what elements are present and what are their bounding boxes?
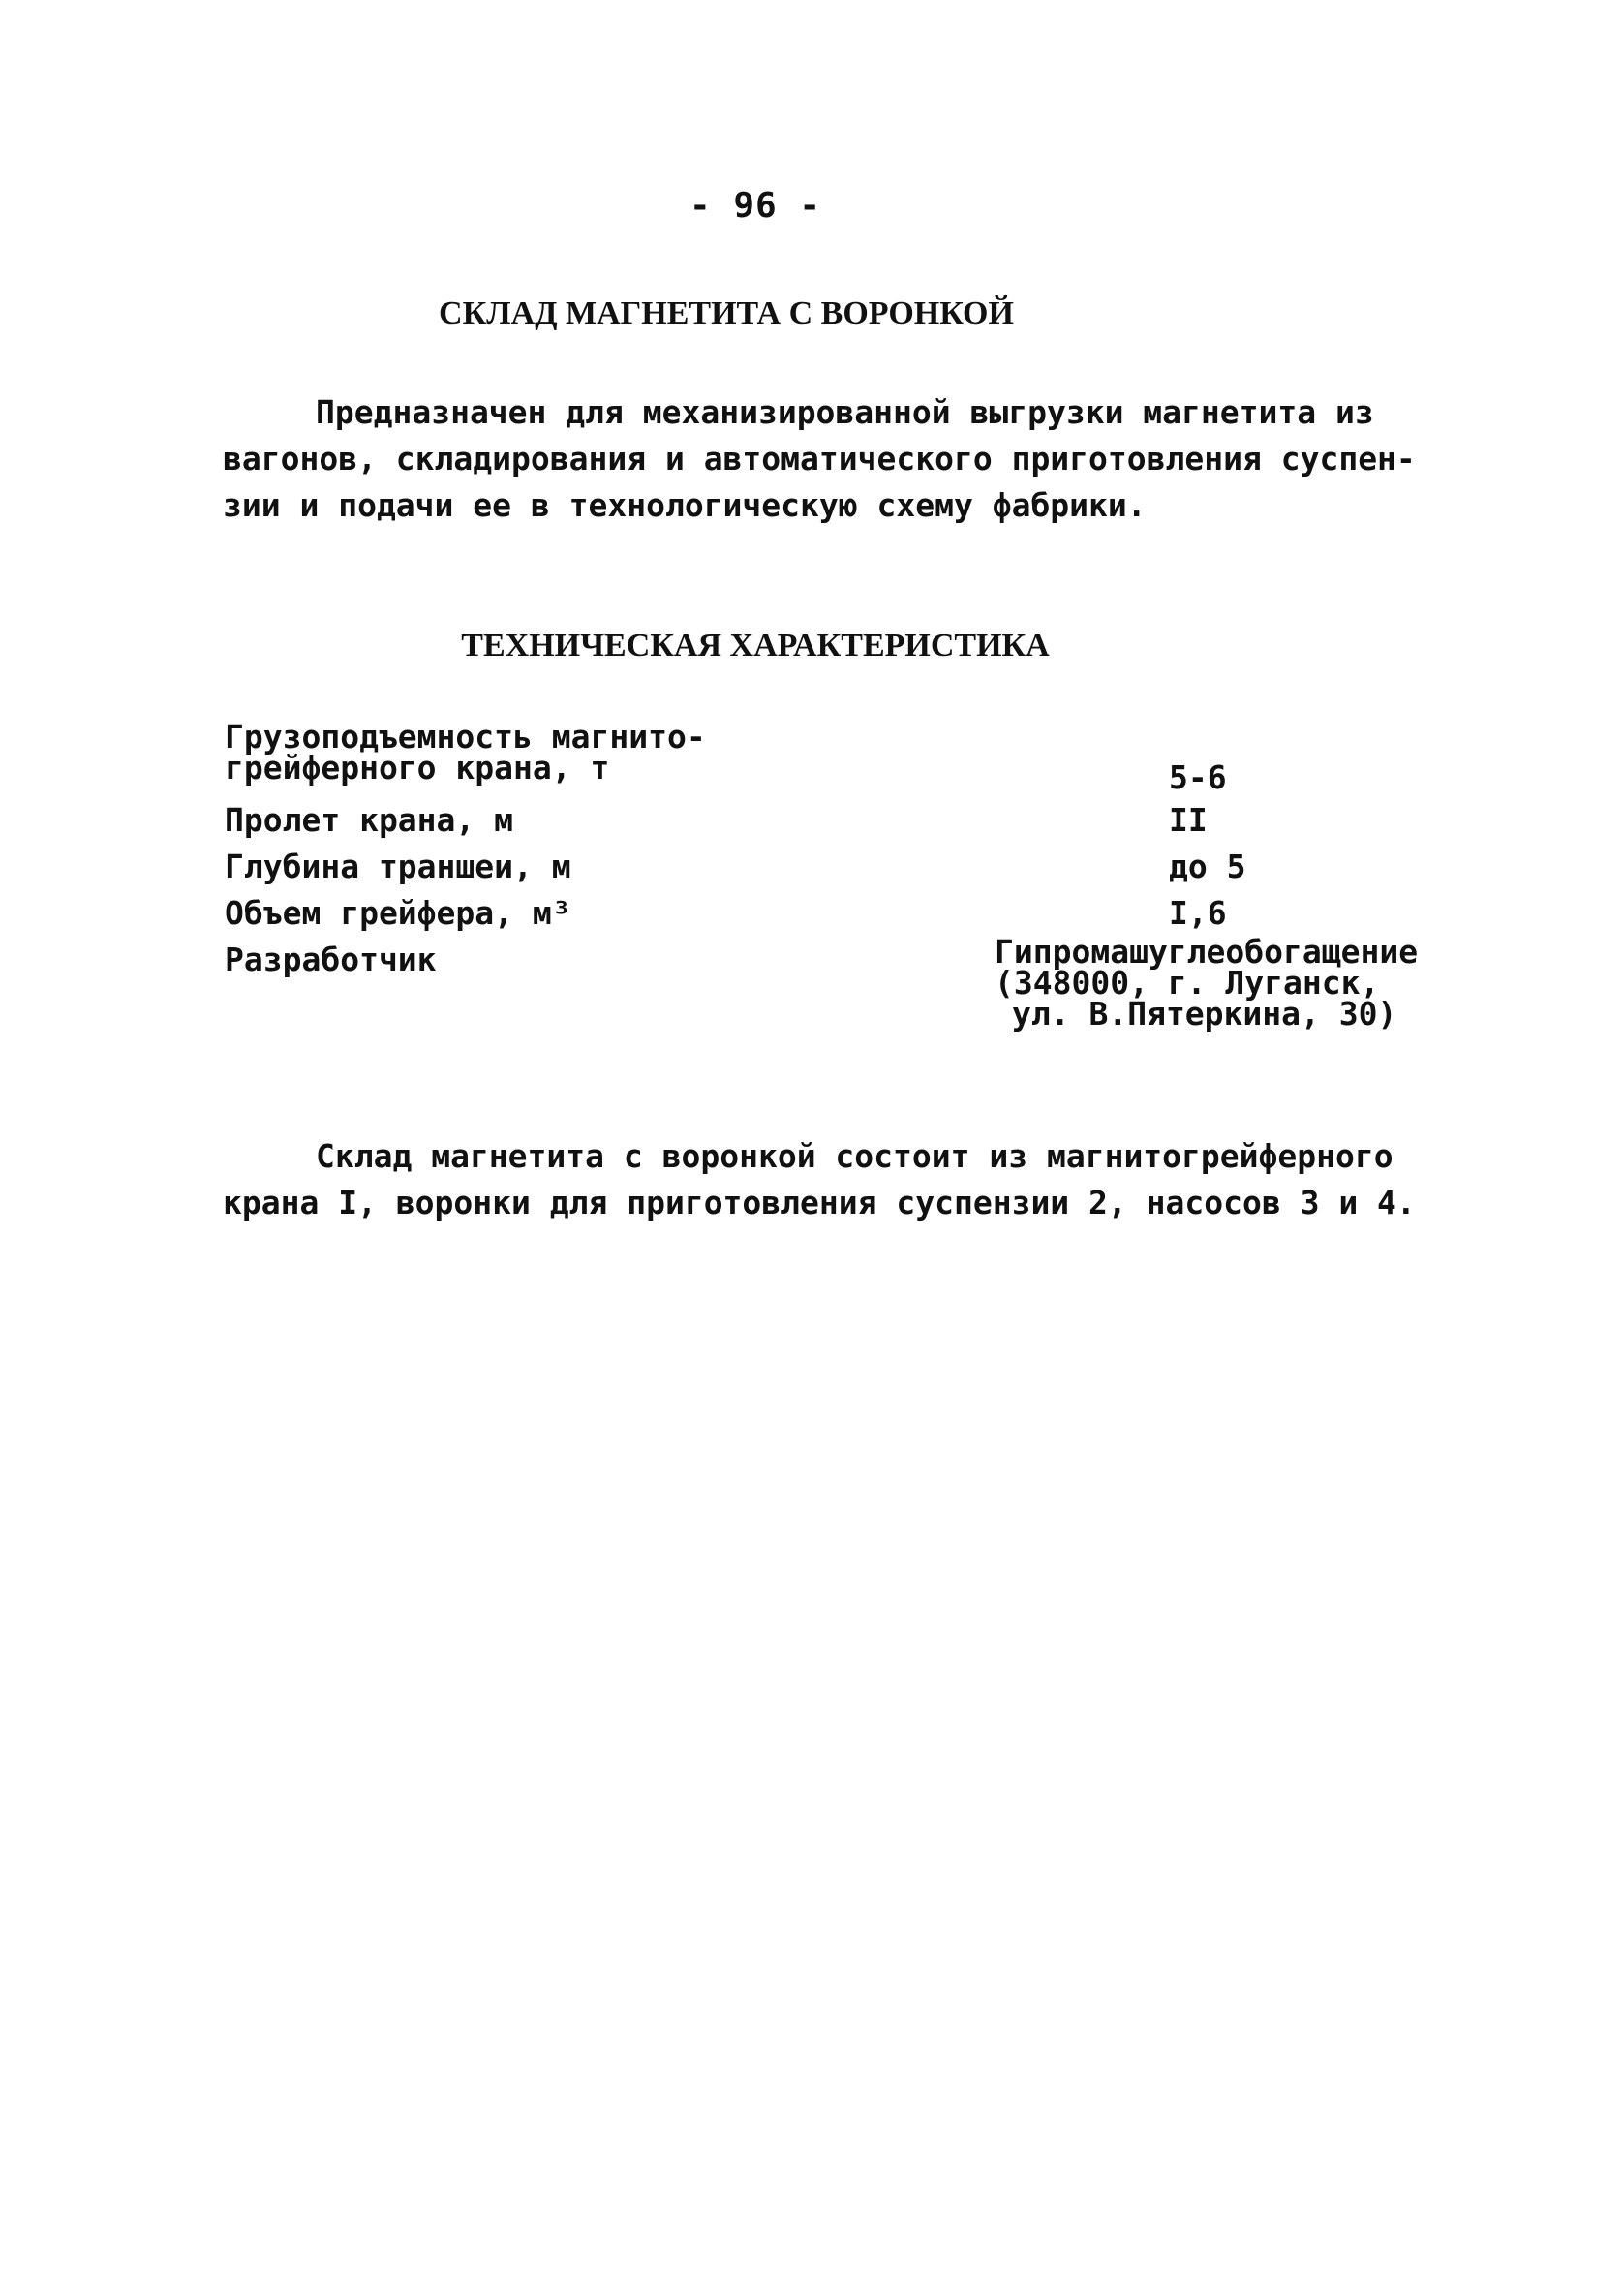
spec-label	[225, 718, 961, 787]
spec-value-developer	[995, 933, 1419, 1033]
specs-title: ТЕХНИЧЕСКАЯ ХАРАКТЕРИСТИКА	[461, 628, 1050, 664]
spec-row-trench-depth	[225, 844, 1445, 890]
spec-label: Разработчик	[225, 941, 437, 978]
spec-row-load-capacity	[225, 718, 1445, 797]
spec-row-grab-volume	[225, 890, 1445, 937]
spec-value: 5-6	[1169, 758, 1227, 796]
spec-label-line: грейферного крана, т	[225, 749, 610, 787]
document-title: СКЛАД МАГНЕТИТА С ВОРОНКОЙ	[439, 295, 1014, 331]
developer-name: Гипромашуглеобогащение	[995, 933, 1419, 971]
spec-label-line: Грузоподъемность магнито-	[225, 718, 706, 756]
spec-label: Глубина траншеи, м	[225, 848, 571, 885]
page-number: - 96 -	[689, 186, 822, 226]
specs-table	[225, 718, 1445, 1033]
spec-row-developer	[225, 933, 1445, 1033]
spec-value: I,6	[1169, 894, 1227, 932]
closing-paragraph	[223, 1133, 1428, 1226]
developer-address-line: ул. В.Пятеркина, 30)	[1012, 995, 1397, 1033]
spec-value: до 5	[1169, 848, 1246, 885]
spec-value: II	[1169, 801, 1208, 839]
spec-label: Объем грейфера, м³	[225, 894, 571, 932]
spec-row-crane-span	[225, 797, 1445, 844]
intro-line: зии и подачи ее в технологическую схему фабрики.	[223, 486, 1147, 524]
developer-address-line: (348000, г. Луганск,	[995, 964, 1380, 1002]
intro-line: вагонов, складирования и автоматического приготовления суспен-	[223, 440, 1416, 478]
spec-label: Пролет крана, м	[225, 801, 514, 839]
intro-paragraph	[223, 389, 1428, 529]
closing-line: крана I, воронки для приготовления суспензии 2, насосов 3 и 4.	[223, 1184, 1416, 1221]
intro-line: Предназначен для механизированной выгрузки магнетита из	[316, 393, 1374, 431]
closing-line: Склад магнетита с воронкой состоит из магнитогрейферного	[316, 1137, 1394, 1175]
